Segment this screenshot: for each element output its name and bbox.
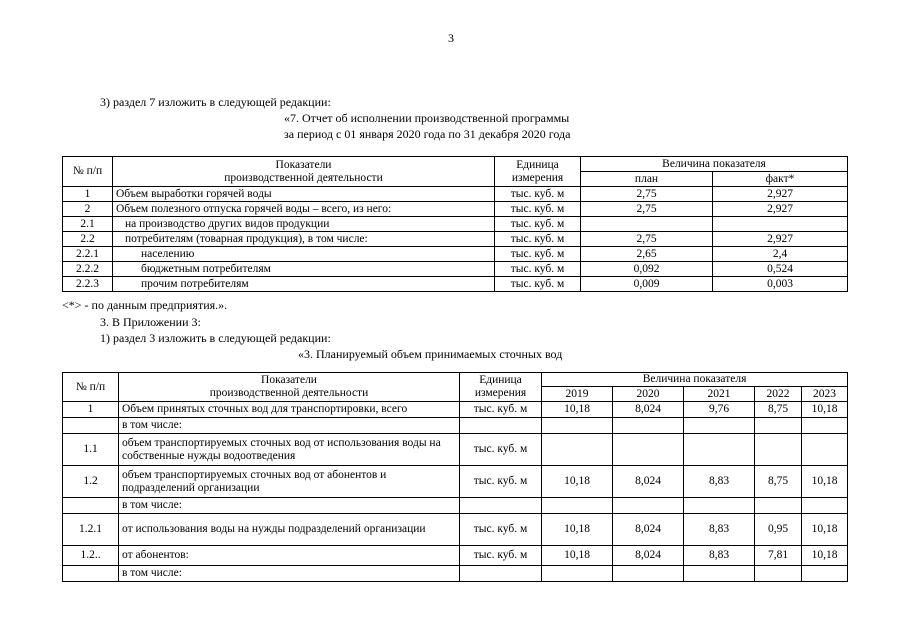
row-name: Объем принятых сточных вод для транспортировки, всего xyxy=(119,402,460,418)
row-value: 0,95 xyxy=(755,514,802,546)
row-num: 2.1 xyxy=(63,217,113,232)
row-value: 8,024 xyxy=(613,402,684,418)
col-header-year: 2023 xyxy=(802,387,848,402)
col-header-unit xyxy=(460,373,542,402)
row-value: 8,75 xyxy=(755,466,802,498)
row-num: 1 xyxy=(63,402,119,418)
row-name: потребителям (товарная продукция), в том числе: xyxy=(113,232,495,247)
row-value: 10,18 xyxy=(802,466,848,498)
row-num xyxy=(63,498,119,514)
wastewater-volume-table xyxy=(62,372,848,582)
row-num: 1 xyxy=(63,187,113,202)
col-header-unit-line1: Единица xyxy=(516,158,559,171)
row-num: 1.2.1 xyxy=(63,514,119,546)
table-row xyxy=(63,514,848,546)
table-row xyxy=(63,466,848,498)
col-header-unit-line2: измерения xyxy=(474,387,527,399)
row-value xyxy=(684,418,755,434)
table1-title-line1: «7. Отчет об исполнении производственной программы xyxy=(284,111,570,125)
table2-intro: 1) раздел 3 изложить в следующей редакции: xyxy=(100,331,331,345)
col-header-num: № п/п xyxy=(63,373,119,402)
table-row xyxy=(63,277,848,292)
row-unit: тыс. куб. м xyxy=(460,466,542,498)
table-row xyxy=(63,418,848,434)
col-header-indicators xyxy=(113,157,495,187)
row-unit xyxy=(460,498,542,514)
row-value xyxy=(802,434,848,466)
row-name: объем транспортируемых сточных вод от абонентов и подразделений организации xyxy=(119,466,460,498)
col-header-year: 2019 xyxy=(542,387,613,402)
table-row xyxy=(63,247,848,262)
row-unit: тыс. куб. м xyxy=(460,546,542,566)
row-unit: тыс. куб. м xyxy=(495,262,581,277)
table1-title-line2: за период с 01 января 2020 года по 31 декабря 2020 года xyxy=(284,127,571,141)
col-header-indicators-line2: производственной деятельности xyxy=(224,171,383,184)
col-header-fact: факт* xyxy=(713,172,848,187)
row-value: 10,18 xyxy=(542,466,613,498)
row-value xyxy=(802,498,848,514)
page-number: 3 xyxy=(448,31,454,45)
row-name: объем транспортируемых сточных вод от использования воды на собственные нужды водоотведения xyxy=(119,434,460,466)
row-num: 1.2 xyxy=(63,466,119,498)
row-plan xyxy=(581,217,713,232)
row-name: прочим потребителям xyxy=(113,277,495,292)
table-row xyxy=(63,232,848,247)
row-name: бюджетным потребителям xyxy=(113,262,495,277)
row-plan: 2,75 xyxy=(581,232,713,247)
row-num: 1.2.. xyxy=(63,546,119,566)
row-name: в том числе: xyxy=(119,498,460,514)
row-value xyxy=(613,566,684,582)
table2-title: «3. Планируемый объем принимаемых сточных вод xyxy=(298,347,563,361)
row-value xyxy=(542,418,613,434)
row-value: 10,18 xyxy=(542,402,613,418)
row-value xyxy=(613,434,684,466)
row-value: 8,83 xyxy=(684,466,755,498)
row-value xyxy=(755,566,802,582)
row-fact: 2,927 xyxy=(713,202,848,217)
row-unit xyxy=(460,418,542,434)
row-unit: тыс. куб. м xyxy=(495,187,581,202)
row-value xyxy=(684,434,755,466)
row-value: 8,024 xyxy=(613,466,684,498)
row-name: в том числе: xyxy=(119,566,460,582)
row-num: 2.2 xyxy=(63,232,113,247)
row-value: 8,83 xyxy=(684,514,755,546)
row-value: 10,18 xyxy=(802,402,848,418)
table1-footnote: <*> - по данным предприятия.». xyxy=(62,298,228,312)
col-header-num: № п/п xyxy=(63,157,113,187)
row-fact: 2,927 xyxy=(713,232,848,247)
col-header-plan: план xyxy=(581,172,713,187)
row-name: от абонентов: xyxy=(119,546,460,566)
col-header-value: Величина показателя xyxy=(581,157,848,172)
row-value xyxy=(542,434,613,466)
row-num: 2.2.1 xyxy=(63,247,113,262)
row-plan: 2,75 xyxy=(581,187,713,202)
row-unit: тыс. куб. м xyxy=(495,217,581,232)
row-value xyxy=(613,498,684,514)
row-name: на производство других видов продукции xyxy=(113,217,495,232)
col-header-indicators-line1: Показатели xyxy=(261,374,317,386)
row-name: населению xyxy=(113,247,495,262)
col-header-value: Величина показателя xyxy=(542,373,848,387)
table-row xyxy=(63,262,848,277)
row-value: 9,76 xyxy=(684,402,755,418)
row-name: Объем выработки горячей воды xyxy=(113,187,495,202)
row-value xyxy=(802,418,848,434)
row-name: от использования воды на нужды подразделений организации xyxy=(119,514,460,546)
row-value: 8,75 xyxy=(755,402,802,418)
row-unit: тыс. куб. м xyxy=(495,202,581,217)
col-header-year: 2021 xyxy=(684,387,755,402)
table-row xyxy=(63,402,848,418)
row-num: 2 xyxy=(63,202,113,217)
row-plan: 2,75 xyxy=(581,202,713,217)
table-row xyxy=(63,187,848,202)
row-unit: тыс. куб. м xyxy=(460,402,542,418)
col-header-indicators-line1: Показатели xyxy=(275,158,332,171)
table-row xyxy=(63,202,848,217)
row-fact: 2,4 xyxy=(713,247,848,262)
col-header-indicators-line2: производственной деятельности xyxy=(209,387,369,399)
row-value xyxy=(755,434,802,466)
row-unit: тыс. куб. м xyxy=(495,232,581,247)
row-fact: 0,524 xyxy=(713,262,848,277)
row-unit: тыс. куб. м xyxy=(495,277,581,292)
row-num xyxy=(63,418,119,434)
row-value: 10,18 xyxy=(542,546,613,566)
row-num: 2.2.3 xyxy=(63,277,113,292)
row-value xyxy=(755,418,802,434)
col-header-unit xyxy=(495,157,581,187)
row-value xyxy=(542,498,613,514)
row-unit: тыс. куб. м xyxy=(495,247,581,262)
row-value: 7,81 xyxy=(755,546,802,566)
row-value xyxy=(613,418,684,434)
table-row xyxy=(63,546,848,566)
table-row xyxy=(63,217,848,232)
row-plan: 0,092 xyxy=(581,262,713,277)
col-header-unit-line2: измерения xyxy=(511,171,564,184)
row-num: 2.2.2 xyxy=(63,262,113,277)
col-header-year: 2020 xyxy=(613,387,684,402)
row-fact: 2,927 xyxy=(713,187,848,202)
row-value: 10,18 xyxy=(802,514,848,546)
col-header-year: 2022 xyxy=(755,387,802,402)
row-value: 10,18 xyxy=(542,514,613,546)
row-value xyxy=(802,566,848,582)
row-value: 8,024 xyxy=(613,546,684,566)
col-header-indicators xyxy=(119,373,460,402)
row-value xyxy=(684,566,755,582)
row-value: 8,024 xyxy=(613,514,684,546)
row-fact: 0,003 xyxy=(713,277,848,292)
row-unit: тыс. куб. м xyxy=(460,514,542,546)
table1-intro: 3) раздел 7 изложить в следующей редакции: xyxy=(100,95,331,109)
table-row xyxy=(63,434,848,466)
row-value xyxy=(755,498,802,514)
row-value: 8,83 xyxy=(684,546,755,566)
table-row xyxy=(63,566,848,582)
row-plan: 0,009 xyxy=(581,277,713,292)
row-name: в том числе: xyxy=(119,418,460,434)
row-num xyxy=(63,566,119,582)
row-value xyxy=(542,566,613,582)
row-name: Объем полезного отпуска горячей воды – всего, из него: xyxy=(113,202,495,217)
row-unit xyxy=(460,566,542,582)
row-value xyxy=(684,498,755,514)
row-plan: 2,65 xyxy=(581,247,713,262)
col-header-unit-line1: Единица xyxy=(479,374,522,386)
row-value: 10,18 xyxy=(802,546,848,566)
row-num: 1.1 xyxy=(63,434,119,466)
table-row xyxy=(63,498,848,514)
production-report-table xyxy=(62,156,848,292)
section3-heading: 3. В Приложении 3: xyxy=(100,315,201,329)
row-unit: тыс. куб. м xyxy=(460,434,542,466)
row-fact xyxy=(713,217,848,232)
